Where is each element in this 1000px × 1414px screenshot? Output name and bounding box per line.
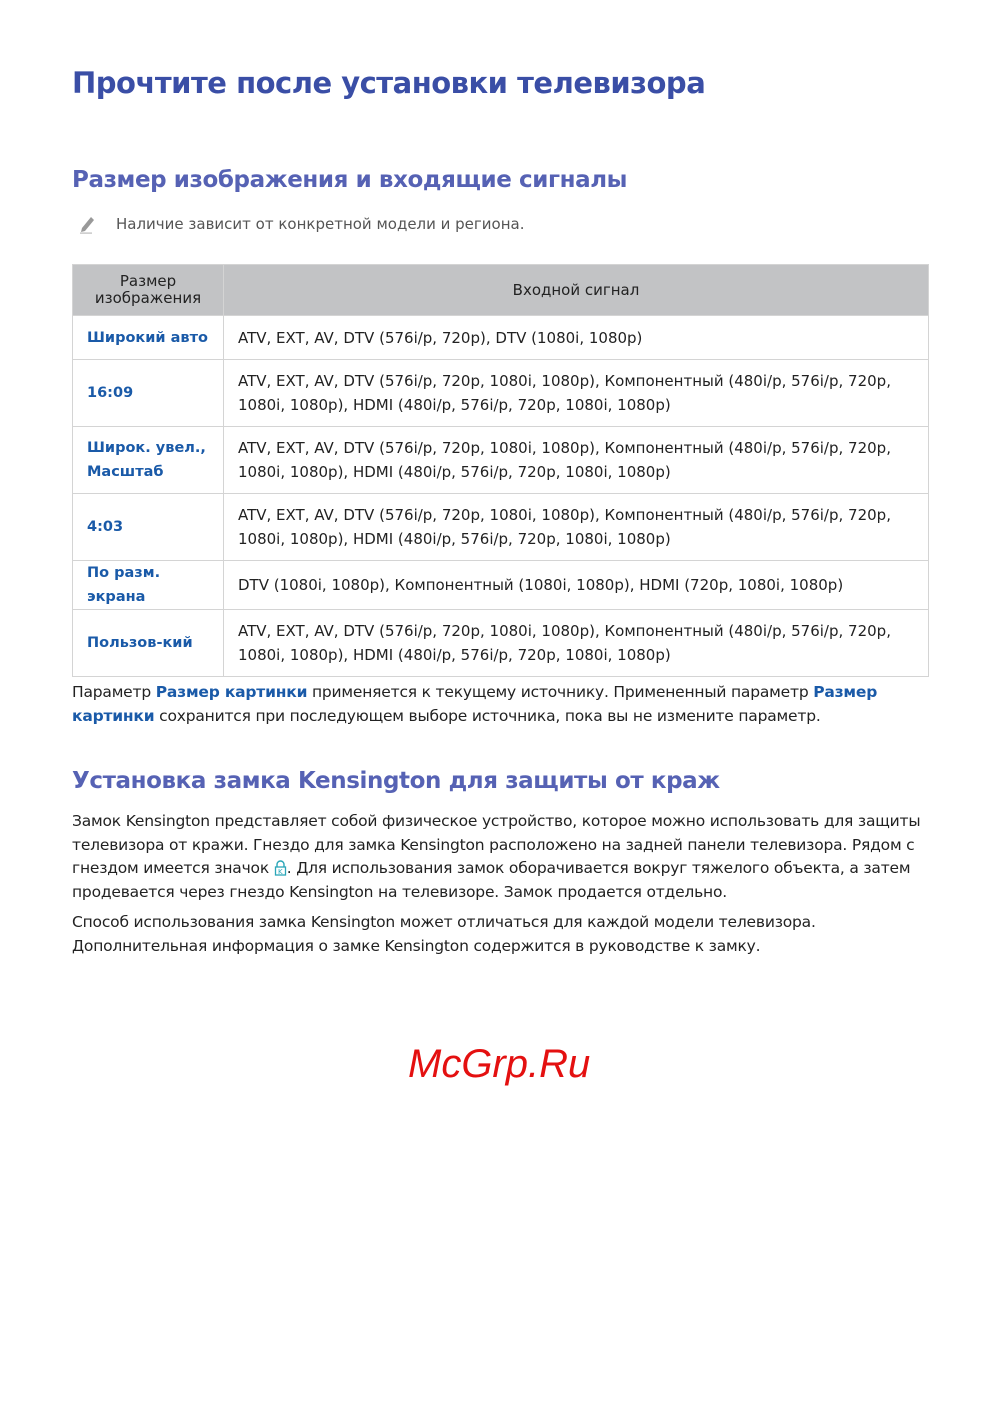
size-cell: 4:03 xyxy=(73,494,224,561)
svg-text:K: K xyxy=(277,868,283,876)
content-flow xyxy=(72,264,932,958)
section-heading-picture-size: Размер изображения и входящие сигналы xyxy=(72,167,628,193)
text: сохранится при последующем выборе источника, пока вы не измените параметр. xyxy=(154,706,821,725)
kensington-paragraph-1 xyxy=(72,810,932,904)
table-row xyxy=(73,494,929,561)
table-row xyxy=(73,316,929,360)
signal-cell: ATV, EXT, AV, DTV (576i/p, 720p, 1080i, 1080p), Компонентный (480i/p, 576i/p, 720p, 1080i, 1080p), HDMI (480i/p, 576i/p, 720p, 1080i, 1080p) xyxy=(224,494,929,561)
table-row xyxy=(73,561,929,610)
setting-name: Размер картинки xyxy=(155,683,308,701)
signal-cell: ATV, EXT, AV, DTV (576i/p, 720p, 1080i, 1080p), Компонентный (480i/p, 576i/p, 720p, 1080i, 1080p), HDMI (480i/p, 576i/p, 720p, 1080i, 1080p) xyxy=(224,610,929,677)
size-cell: Пользов-кий xyxy=(73,610,224,677)
text: Замок Kensington представляет собой физическое устройство, которое можно использовать для защиты телевизора от кражи. Гнездо для замка Kensington расположено на задней панели телевизора. Рядом с гнездом имеется значок xyxy=(72,812,921,877)
pencil-icon xyxy=(78,214,96,234)
kensington-paragraph-2: Способ использования замка Kensington может отличаться для каждой модели телевизора. Дополнительная информация о замке Kensington содержится в руководстве к замку. xyxy=(72,913,816,955)
text: Параметр xyxy=(72,683,156,701)
size-cell: 16:09 xyxy=(73,360,224,427)
note xyxy=(78,214,525,234)
size-cell: Широк. увел., Масштаб xyxy=(73,427,224,494)
column-header: Входной сигнал xyxy=(224,265,929,316)
signal-cell: ATV, EXT, AV, DTV (576i/p, 720p, 1080i, 1080p), Компонентный (480i/p, 576i/p, 720p, 1080i, 1080p), HDMI (480i/p, 576i/p, 720p, 1080i, 1080p) xyxy=(224,360,929,427)
size-cell: По разм. экрана xyxy=(73,561,224,610)
note-text: Наличие зависит от конкретной модели и региона. xyxy=(116,215,525,233)
table-header-row xyxy=(73,265,929,316)
picture-size-paragraph xyxy=(72,681,932,728)
table-row xyxy=(73,427,929,494)
signal-cell: ATV, EXT, AV, DTV (576i/p, 720p), DTV (1080i, 1080p) xyxy=(224,316,929,360)
watermark: McGrp.Ru xyxy=(408,1042,591,1086)
column-header: Размер изображения xyxy=(73,265,224,316)
section-heading-kensington: Установка замка Kensington для защиты от краж xyxy=(72,768,720,794)
table-row xyxy=(73,610,929,677)
size-cell: Широкий авто xyxy=(73,316,224,360)
setting-name: Размер картинки xyxy=(72,683,878,725)
text: применяется к текущему источнику. Примененный параметр xyxy=(307,683,814,701)
signal-cell: ATV, EXT, AV, DTV (576i/p, 720p, 1080i, 1080p), Компонентный (480i/p, 576i/p, 720p, 1080i, 1080p), HDMI (480i/p, 576i/p, 720p, 1080i, 1080p) xyxy=(224,427,929,494)
text: . Для использования замок оборачивается вокруг тяжелого объекта, а затем продевается через гнездо Kensington на телевизоре. Замок продается отдельно. xyxy=(72,859,911,901)
signal-cell: DTV (1080i, 1080p), Компонентный (1080i, 1080p), HDMI (720p, 1080i, 1080p) xyxy=(224,561,929,610)
picture-size-table xyxy=(72,264,929,677)
table-row xyxy=(73,360,929,427)
kensington-lock-icon xyxy=(274,860,287,876)
page-title: Прочтите после установки телевизора xyxy=(72,66,706,100)
